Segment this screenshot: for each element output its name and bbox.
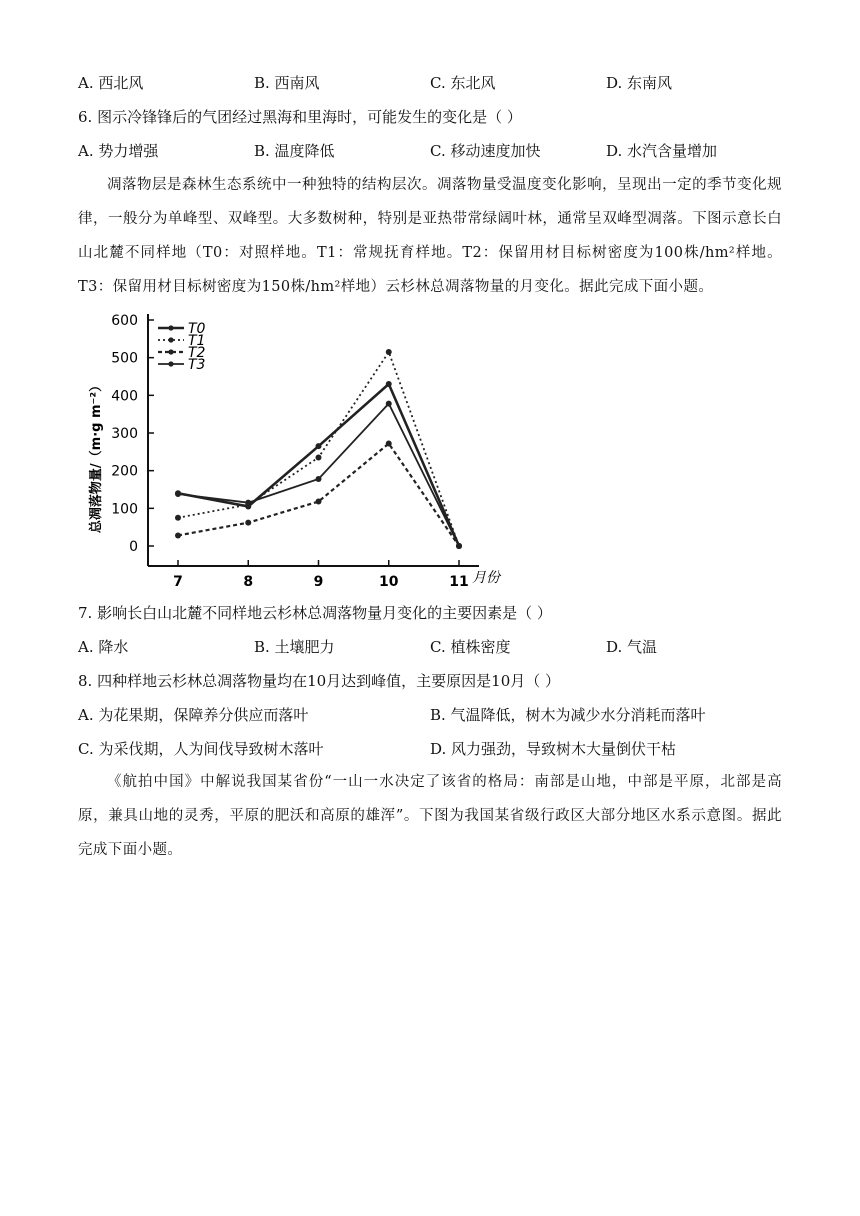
y-tick-label: 0 (129, 539, 138, 555)
data-point-t0 (316, 443, 322, 449)
data-point-t0 (386, 381, 392, 387)
q6-option-d: D. 水汽含量增加 (606, 142, 718, 160)
y-tick-label: 600 (111, 313, 138, 329)
q6-option-c: C. 移动速度加快 (430, 142, 541, 160)
y-tick-label: 500 (111, 350, 138, 367)
legend-marker-t3 (168, 361, 173, 366)
q5-option-a: A. 西北风 (78, 74, 144, 92)
data-point-t3 (386, 401, 392, 407)
x-tick-label: 8 (243, 574, 254, 590)
x-tick-label: 11 (449, 574, 469, 590)
x-tick-label: 7 (173, 574, 183, 590)
chart-series (175, 349, 462, 549)
chart-ticks (111, 313, 468, 590)
data-point-t2 (175, 532, 181, 538)
q5-option-d: D. 东南风 (606, 74, 673, 92)
y-tick-label: 100 (111, 501, 138, 518)
legend-label-t0: T0 (188, 321, 206, 337)
data-point-t2 (386, 441, 392, 447)
passage-aerial-china: 《航拍中国》中解说我国某省份“一山一水决定了该省的格局：南部是山地，中部是平原，北部是高原，兼具山地的灵秀，平原的肥沃和高原的雄浑”。下图为我国某省级行政区大部分地区水系示意图。据此完成下面小题。 (78, 774, 782, 858)
data-point-t1 (175, 515, 181, 521)
data-point-t1 (386, 349, 392, 355)
y-tick-label: 400 (111, 388, 138, 405)
passage-litterfall: 凋落物层是森林生态系统中一种独特的结构层次。凋落物量受温度变化影响，呈现出一定的季节变化规律，一般分为单峰型、双峰型。大多数树种，特别是亚热带常绿阔叶林，通常呈双峰型凋落。下图示意长白山北麓不同样地（T0：对照样地。T1：常规抚育样地。T2：保留用材目标树密度为100株/hm²样地。T3：保留用材目标树密度为150株/hm²样地）云杉林总凋落物量的月变化。据此完成下面小题。 (78, 177, 782, 295)
legend-marker-t1 (168, 337, 173, 342)
q7-option-d: D. 气温 (606, 638, 658, 656)
data-point-t3 (175, 491, 181, 497)
q5-option-c: C. 东北风 (430, 74, 496, 92)
legend-marker-t0 (168, 325, 173, 330)
y-tick-label: 200 (111, 463, 138, 480)
q7-option-c: C. 植株密度 (430, 638, 511, 656)
litterfall-line-chart (74, 306, 514, 596)
series-line-t3 (178, 404, 459, 546)
legend-label-t1: T1 (188, 333, 206, 349)
q7-option-b: B. 土壤肥力 (254, 638, 335, 656)
q8-option-b: B. 气温降低，树木为减少水分消耗而落叶 (430, 706, 706, 724)
q8-option-a: A. 为花果期，保障养分供应而落叶 (78, 706, 309, 724)
chart-legend (158, 321, 206, 373)
x-tick-label: 10 (379, 574, 399, 590)
x-tick-label: 9 (313, 574, 324, 590)
q6-option-b: B. 温度降低 (254, 142, 335, 160)
legend-label-t2: T2 (188, 345, 206, 361)
data-point-t2 (316, 499, 322, 505)
data-point-t3 (245, 500, 251, 506)
y-tick-label: 300 (111, 426, 138, 442)
q6-stem: 6. 图示冷锋锋后的气团经过黑海和里海时，可能发生的变化是（ ） (78, 108, 522, 126)
chart-x-axis-label: 月份 (472, 570, 500, 586)
data-point-t3 (316, 476, 322, 482)
q8-option-c: C. 为采伐期，人为间伐导致树木落叶 (78, 740, 324, 758)
legend-label-t3: T3 (188, 357, 206, 373)
data-point-t3 (456, 543, 462, 549)
data-point-t2 (245, 520, 251, 526)
q8-stem: 8. 四种样地云杉林总凋落物量均在10月达到峰值，主要原因是10月（ ） (78, 672, 561, 690)
q5-option-b: B. 西南风 (254, 74, 320, 92)
legend-marker-t2 (168, 349, 173, 354)
chart-y-axis-label: 总凋落物量/（m·g m⁻²） (89, 378, 104, 534)
data-point-t1 (316, 454, 322, 460)
series-line-t0 (178, 384, 459, 546)
q8-option-d: D. 风力强劲，导致树木大量倒伏干枯 (430, 740, 677, 758)
q7-stem: 7. 影响长白山北麓不同样地云杉林总凋落物量月变化的主要因素是（ ） (78, 604, 552, 622)
q7-option-a: A. 降水 (78, 638, 129, 656)
q6-option-a: A. 势力增强 (78, 142, 159, 160)
